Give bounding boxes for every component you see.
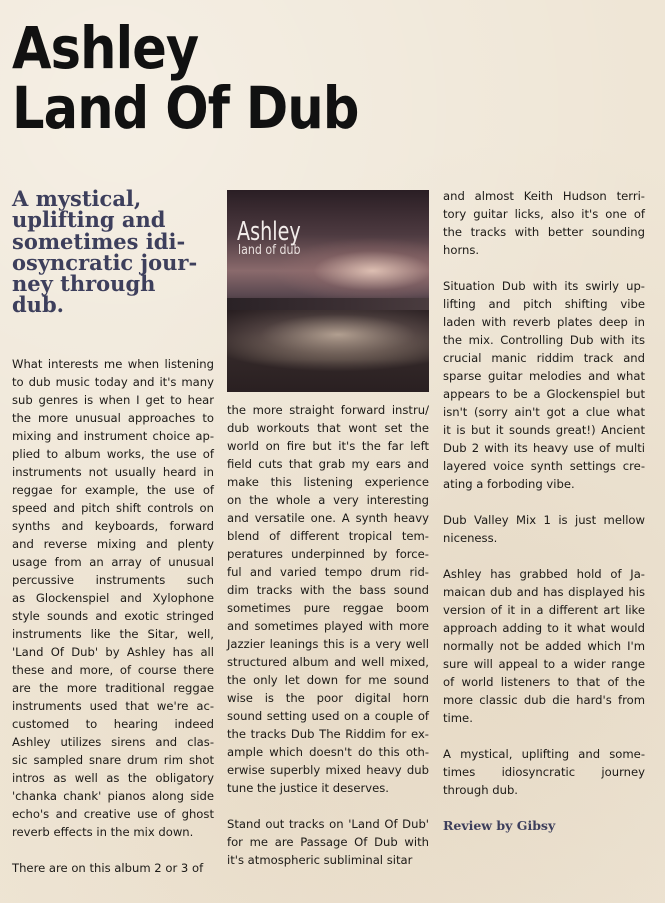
paragraph-gap	[227, 797, 429, 815]
body-text-line: Situation Dub with its swirly up-	[443, 279, 645, 293]
body-text-line: make this listening experience	[227, 475, 429, 489]
body-text-line: sure will appeal to a wider range	[443, 657, 645, 671]
body-text-line: speed and pitch shift controls on	[12, 501, 214, 515]
body-text-line: mixing and instrument choice ap-	[12, 429, 214, 443]
body-text-line: blend of different tropical tem-	[227, 529, 429, 543]
body-text-line: of world listeners to that of the	[443, 675, 645, 689]
body-text-line: for me are Passage Of Dub with	[227, 835, 429, 849]
body-text-line: echo's and creative use of ghost	[12, 807, 214, 821]
body-text-line: sound setting used on a couple of	[227, 709, 429, 723]
body-text-line: niceness.	[443, 531, 498, 545]
body-text-line: usage from an array of unusual	[12, 555, 214, 569]
body-text-line: percussive instruments such	[12, 573, 214, 587]
body-text-line: approach adding to it what would	[443, 621, 645, 635]
body-text-line: sic sampled snare drum rim shot	[12, 753, 214, 767]
cover-artist-text: Ashley	[237, 217, 301, 247]
body-text-line: Dub 2 with its heavy use of multi	[443, 441, 645, 455]
album-cover-image	[227, 190, 429, 392]
paragraph-gap	[443, 493, 645, 511]
body-text-line: world on fire but it's the far left	[227, 439, 429, 453]
body-text-line: the more straight forward instru/	[227, 403, 429, 417]
body-text-line: layered voice synth settings cre-	[443, 459, 645, 473]
cover-sea	[227, 310, 429, 392]
body-text-line: peratures underpinned by force-	[227, 547, 429, 561]
body-text-line: sparse guitar melodies and what	[443, 369, 645, 383]
body-text-line: and reverse mixing and plenty	[12, 537, 214, 551]
standfirst-line: osyncratic jour-	[12, 249, 198, 275]
body-text-line: ample which doesn't do this oth-	[227, 745, 429, 759]
standfirst-line: sometimes idi-	[12, 228, 186, 254]
body-text-line: sub genres is when I get to hear	[12, 393, 214, 407]
body-text-line: synths and keyboards, forward	[12, 519, 214, 533]
review-byline: Review by Gibsy	[443, 818, 556, 833]
body-text-line: intros as well as the obligatory	[12, 771, 214, 785]
body-text-line: and versatile one. A synth heavy	[227, 511, 429, 525]
body-text-line: the only let down for me sound	[227, 673, 429, 687]
body-text-line: ful and varied tempo drum rid-	[227, 565, 429, 579]
article-title	[12, 14, 359, 142]
body-text-line: the more unusual approaches to	[12, 411, 214, 425]
paragraph-gap	[443, 547, 645, 565]
body-text-line: normally not be added which I'm	[443, 639, 645, 653]
body-text-line: wise is the poor digital horn	[227, 691, 429, 705]
body-text-line: through dub.	[443, 783, 518, 797]
body-text-line: time.	[443, 711, 473, 725]
body-text-line: There are on this album 2 or 3 of	[12, 861, 204, 875]
body-text-line: appears to be a Glockenspiel but	[443, 387, 645, 401]
standfirst-line: dub.	[12, 292, 64, 318]
standfirst-line: A mystical,	[12, 186, 142, 211]
body-text-line: horns.	[443, 243, 480, 257]
body-text-line: version of it in a different art like	[443, 603, 645, 617]
body-text-line: erwise superbly mixed heavy dub	[227, 763, 429, 777]
body-text-line: these and more, of course there	[12, 663, 214, 677]
paragraph-gap	[443, 727, 645, 745]
body-text-line: the tracks Dub The Riddim for ex-	[227, 727, 429, 741]
standfirst-line: uplifting and	[12, 207, 166, 233]
body-text-line: laden with reverb plates deep in	[443, 315, 645, 329]
body-text-line: Dub Valley Mix 1 is just mellow	[443, 513, 645, 527]
body-text-line: 'chanka chank' pianos along side	[12, 789, 214, 803]
cover-horizon	[227, 298, 429, 310]
standfirst-line: ney through	[12, 271, 156, 297]
body-text-line: field cuts that grab my ears and	[227, 457, 429, 471]
cover-album-text: land of dub	[238, 243, 301, 258]
body-text-line: dub workouts that wont set the	[227, 421, 429, 435]
body-text-line: 'Land Of Dub' by Ashley has all	[12, 645, 214, 659]
body-text-line: more classic dub die hard's from	[443, 693, 645, 707]
paragraph-gap	[443, 799, 645, 817]
body-column-2	[227, 401, 429, 869]
body-text-line: it is but it sounds great!) Ancient	[443, 423, 645, 437]
body-text-line: isn't (sorry ain't got a clue what	[443, 405, 645, 419]
body-text-line: style sounds and exotic stringed	[12, 609, 214, 623]
body-text-line: Jazzier leanings this is a very well	[227, 637, 429, 651]
body-column-1	[12, 355, 214, 877]
body-text-line: are the more traditional reggae	[12, 681, 214, 695]
body-text-line: plied to album works, the use of	[12, 447, 214, 461]
body-text-line: reggae for example, the use of	[12, 483, 214, 497]
body-text-line: and almost Keith Hudson terri-	[443, 189, 645, 203]
body-text-line: the mix. Controlling Dub with its	[443, 333, 645, 347]
title-line: Ashley	[12, 14, 199, 82]
body-text-line: A mystical, uplifting and some-	[443, 747, 645, 761]
body-text-line: and sometimes played with more	[227, 619, 429, 633]
body-column-3	[443, 187, 645, 835]
body-text-line: Stand out tracks on 'Land Of Dub'	[227, 817, 429, 831]
body-text-line: on the whole a very interesting	[227, 493, 429, 507]
body-text-line: instruments like the Sitar, well,	[12, 627, 214, 641]
body-text-line: structured album and well mixed,	[227, 655, 429, 669]
body-text-line: the tracks with better sounding	[443, 225, 645, 239]
body-text-line: reverb effects in the mix down.	[12, 825, 194, 839]
body-text-line: ating a forboding vibe.	[443, 477, 575, 491]
body-text-line: dim tracks with the bass sound	[227, 583, 429, 597]
paragraph-gap	[443, 259, 645, 277]
body-text-line: lifting and pitch shifting vibe	[443, 297, 645, 311]
body-text-line: Ashley has grabbed hold of Ja-	[443, 567, 645, 581]
title-line: Land Of Dub	[12, 74, 359, 142]
paragraph-gap	[12, 841, 214, 859]
body-text-line: crucial manic riddim track and	[443, 351, 645, 365]
body-text-line: it's atmospheric subliminal sitar	[227, 853, 413, 867]
body-text-line: as Glockenspiel and Xylophone	[12, 591, 214, 605]
body-text-line: times idiosyncratic journey	[443, 765, 645, 779]
body-text-line: maican dub and has displayed his	[443, 585, 645, 599]
body-text-line: sometimes pure reggae boom	[227, 601, 429, 615]
body-text-line: instruments not usually heard in	[12, 465, 214, 479]
body-text-line: Ashley utilizes sirens and clas-	[12, 735, 214, 749]
body-text-line: What interests me when listening	[12, 357, 214, 371]
body-text-line: customed to hearing indeed	[12, 717, 214, 731]
body-text-line: tory guitar licks, also it's one of	[443, 207, 645, 221]
body-text-line: instruments used that we're ac-	[12, 699, 214, 713]
body-text-line: tune the justice it deserves.	[227, 781, 389, 795]
body-text-line: to dub music today and it's many	[12, 375, 214, 389]
article-standfirst	[12, 188, 217, 316]
